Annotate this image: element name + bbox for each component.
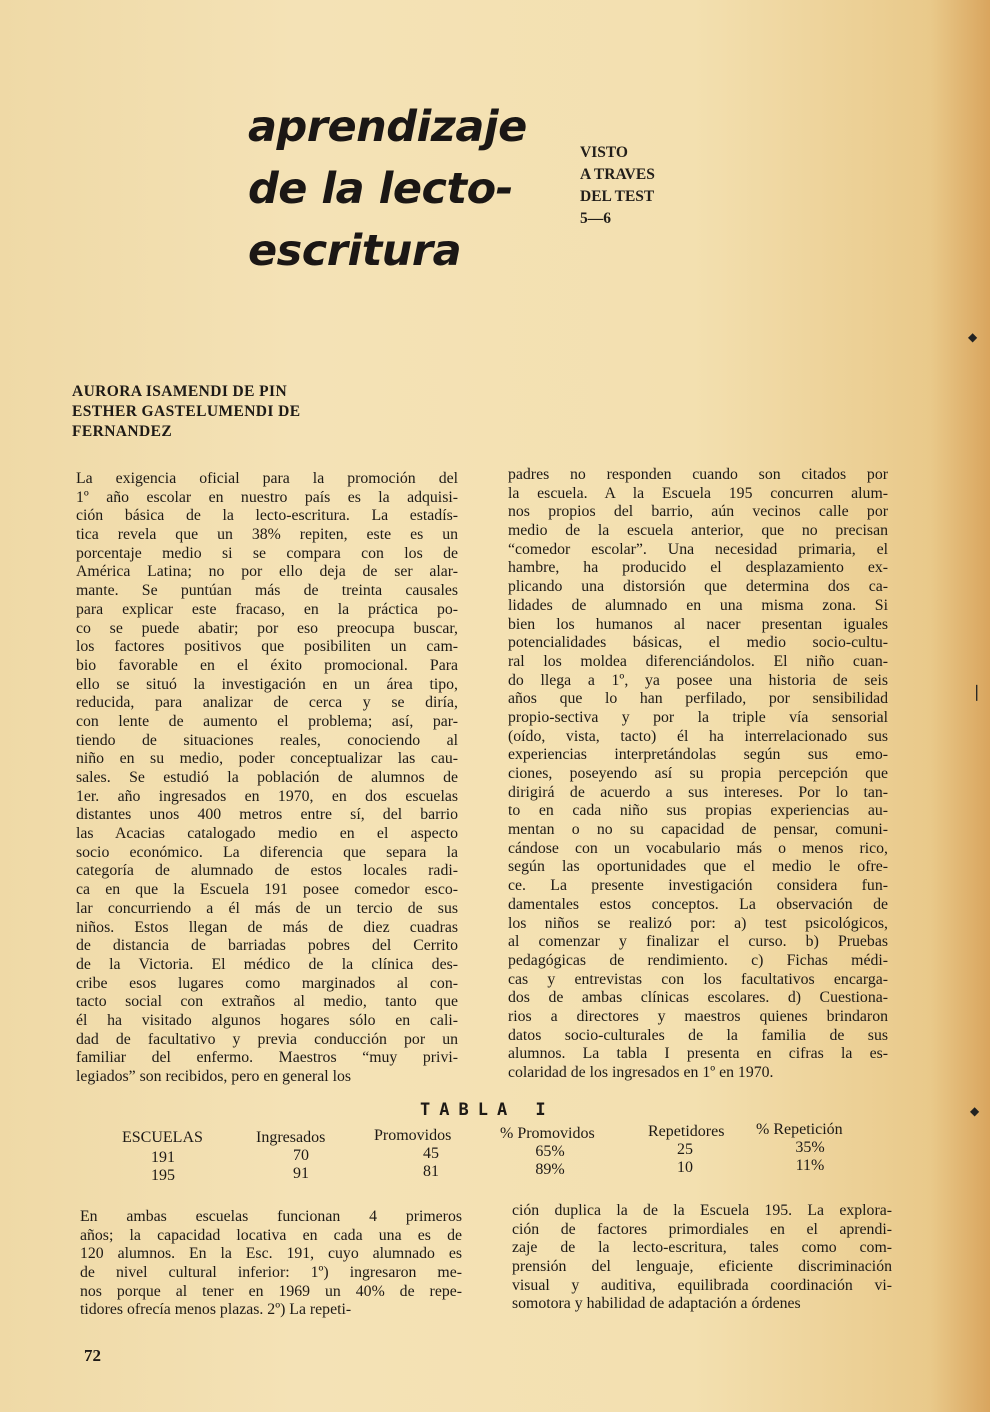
table-cell: 89%	[535, 1161, 565, 1178]
table-cell: 195	[151, 1167, 175, 1184]
title-line: escritura	[248, 226, 462, 276]
text-line: datos socio-culturales de la familia de sus	[508, 1026, 888, 1044]
text-line: familiar del enfermo. Maestros “muy privi-	[76, 1049, 458, 1067]
text-line: ción básica de la lecto-escritura. La estadís-	[76, 507, 458, 525]
authors	[72, 382, 300, 442]
text-line: cribe esos lugares como marginados al con-	[76, 974, 458, 992]
text-line: padres no responden cuando son citados por	[508, 466, 888, 483]
text-line: de nivel cultural inferior: 1º) ingresaron me-	[80, 1264, 462, 1282]
text-line: bio favorable en el éxito promocional. Para	[76, 656, 458, 674]
subtitle-line: DEL TEST	[580, 188, 655, 205]
text-line: bien los humanos al nacer presentan iguales	[508, 615, 888, 633]
text-line: experiencias interpretándolas según sus emo-	[508, 746, 888, 764]
text-line: categoría de alumnado de estos locales radi-	[76, 862, 458, 880]
text-line: medio de la escuela anterior, que no precisan	[508, 522, 888, 540]
text-line: las Acacias catalogado medio en el aspecto	[76, 825, 458, 843]
title-line: de la lecto-	[248, 164, 513, 214]
text-line: (oído, vista, tacto) él ha interrelacionado sus	[508, 727, 888, 745]
text-line: la escuela. A la Escuela 195 concurren alum-	[508, 484, 888, 502]
text-line: años que lo han perfilado, por sensibilidad	[508, 690, 888, 708]
subtitle-line: VISTO	[580, 144, 628, 161]
text-line: La exigencia oficial para la promoción del	[76, 470, 458, 487]
text-line: con lente de aumento el problema; así, par-	[76, 712, 458, 730]
table-title: TABLA I	[420, 1100, 555, 1120]
table-cell: 91	[293, 1165, 309, 1182]
text-line: porcentaje medio si se compara con los de	[76, 544, 458, 562]
text-line: legiados” son recibidos, pero en general los	[76, 1068, 352, 1085]
author-line: FERNANDEZ	[72, 423, 173, 440]
text-line: tidores ofrecía menos plazas. 2º) La repeti-	[80, 1301, 352, 1319]
text-line: “comedor escolar”. Una necesidad primaria, el	[508, 540, 888, 558]
table-cell: 11%	[795, 1157, 825, 1174]
margin-mark-icon: ◆	[970, 1104, 980, 1118]
text-line: de la Victoria. El médico de la clínica des-	[76, 955, 458, 973]
text-line: niños. Estos llegan de más de diez cuadras	[76, 918, 458, 936]
text-line: to en cada niño sus propias experiencias au-	[508, 802, 888, 820]
body-column-3	[80, 1208, 462, 1320]
text-line: ción duplica la de la Escuela 195. La explora-	[512, 1202, 892, 1219]
text-line: él ha visitado algunos hogares sólo en cali-	[76, 1011, 458, 1029]
table-cell: 35%	[795, 1139, 825, 1156]
text-line: dirigirá de acuerdo a sus intereses. Por lo tan-	[508, 783, 888, 801]
text-line: damentales estos conceptos. La observación de	[508, 895, 888, 913]
text-line: colaridad de los ingresados en 1º en 1970.	[508, 1064, 774, 1081]
text-line: prensión del lenguaje, eficiente discriminación	[512, 1258, 892, 1276]
margin-mark-icon: ❘	[970, 684, 984, 701]
text-line: tica revela que un 38% repiten, este es un	[76, 526, 458, 544]
title-line: aprendizaje	[248, 102, 527, 152]
text-line: 1er. año ingresados en 1970, en dos escuelas	[76, 787, 458, 805]
text-line: lar concurriendo a él más de un tercio de sus	[76, 899, 458, 917]
table-cell: 25	[677, 1141, 693, 1158]
text-line: zaje de la lecto-escritura, tales como com-	[512, 1239, 892, 1257]
text-line: ral los moldea diferenciándolos. El niño cuan-	[508, 652, 888, 670]
text-line: para explicar este fracaso, en la práctica po-	[76, 600, 458, 618]
text-line: ello se situó la investigación en un área tipo,	[76, 675, 458, 693]
article-subtitle	[580, 142, 655, 230]
subtitle-line: A TRAVES	[580, 166, 655, 183]
text-line: alumnos. La tabla I presenta en cifras la es-	[508, 1045, 888, 1063]
text-line: plicando una distorsión que determina dos ca-	[508, 578, 888, 596]
text-line: visual y auditiva, equilibrada coordinación vi-	[512, 1276, 892, 1294]
text-line: propio-sectiva y por la triple vía sensorial	[508, 708, 888, 726]
text-line: años; la capacidad locativa en cada una es de	[80, 1226, 462, 1244]
text-line: los factores positivos que posibiliten un cam-	[76, 638, 458, 656]
text-line: tiendo de situaciones reales, conociendo al	[76, 731, 458, 749]
author-line: AURORA ISAMENDI DE PIN	[72, 383, 288, 400]
text-line: ce. La presente investigación considera fun-	[508, 877, 888, 895]
text-line: 1º año escolar en nuestro país es la adquisi-	[76, 488, 458, 506]
table-header-promovidos: Promovidos	[374, 1127, 452, 1144]
text-line: niño en su medio, poder conceptualizar las cau-	[76, 750, 458, 768]
table-cell: 65%	[535, 1143, 565, 1160]
text-line: distantes unos 400 metros entre sí, del barrio	[76, 806, 458, 824]
text-line: ca en que la Escuela 191 posee comedor esco-	[76, 881, 458, 899]
text-line: sales. Se estudió la población de alumnos de	[76, 769, 458, 786]
text-line: cas y entrevistas con los facultativos encarga-	[508, 970, 888, 988]
table-cell: 70	[293, 1147, 309, 1164]
text-line: lidades de alumnado en una misma zona. Si	[508, 596, 888, 614]
text-line: co se puede abatir; por eso preocupa buscar,	[76, 619, 458, 637]
subtitle-line: 5—6	[580, 210, 611, 227]
table-cell: 10	[677, 1159, 693, 1176]
table-header-pct-promovidos: % Promovidos	[500, 1125, 595, 1142]
body-column-1	[76, 470, 458, 1087]
body-column-2	[508, 466, 888, 1083]
table-cell: 191	[151, 1149, 175, 1166]
article-title	[248, 96, 548, 282]
text-line: los niños se realizó por: a) test psicológicos,	[508, 914, 888, 932]
margin-mark-icon: ◆	[968, 330, 978, 344]
table-header-escuelas: ESCUELAS	[122, 1129, 203, 1146]
text-line: potencialidades básicas, el medio socio-cultu-	[508, 634, 888, 652]
text-line: tacto social con extraños al medio, tanto que	[76, 993, 458, 1011]
text-line: ciones, poseyendo así su propia percepción que	[508, 765, 888, 782]
text-line: mante. Se puntúan más de treinta causales	[76, 582, 458, 600]
text-line: reducida, para analizar de cerca y se diría,	[76, 694, 458, 712]
text-line: mentan o no su capacidad de pensar, comuni-	[508, 821, 888, 839]
text-line: 120 alumnos. En la Esc. 191, cuyo alumnado es	[80, 1245, 462, 1263]
text-line: al comenzar y finalizar el curso. b) Pruebas	[508, 933, 888, 951]
text-line: dos de ambas clínicas escolares. d) Cuestiona-	[508, 989, 888, 1007]
text-line: hambre, ha producido el desplazamiento ex-	[508, 559, 888, 577]
text-line: do llega a 1º, ya posee una historia de seis	[508, 671, 888, 689]
text-line: pedagógicas de rendimiento. c) Fichas médi-	[508, 951, 888, 969]
text-line: En ambas escuelas funcionan 4 primeros	[80, 1208, 462, 1225]
text-line: socio económico. La diferencia que separa la	[76, 843, 458, 861]
text-line: América Latina; no por ello deja de ser alar-	[76, 563, 458, 581]
text-line: nos porque al tener en 1969 un 40% de repe-	[80, 1282, 462, 1300]
text-line: nos propios del barrio, aún vecinos calle por	[508, 503, 888, 521]
text-line: dad de facultativo y previa conducción por un	[76, 1030, 458, 1048]
author-line: ESTHER GASTELUMENDI DE	[72, 403, 301, 420]
text-line: somotora y habilidad de adaptación a órdenes	[512, 1295, 801, 1313]
text-line: según las oportunidades que el medio le ofre-	[508, 858, 888, 876]
text-line: ción de factores primordiales en el aprendi-	[512, 1220, 892, 1238]
table-header-pct-repeticion: % Repetición	[756, 1121, 843, 1138]
text-line: de distancia de barriadas pobres del Cerrito	[76, 937, 458, 955]
table-cell: 45	[423, 1145, 439, 1162]
table-header-ingresados: Ingresados	[256, 1129, 326, 1146]
text-line: rios a directores y maestros quienes brindaron	[508, 1007, 888, 1025]
page-number: 72	[84, 1346, 101, 1365]
body-column-4	[512, 1202, 892, 1314]
table-header-repetidores: Repetidores	[648, 1123, 725, 1140]
text-line: cándose con un vocabulario más o menos rico,	[508, 839, 888, 857]
table-cell: 81	[423, 1163, 439, 1180]
